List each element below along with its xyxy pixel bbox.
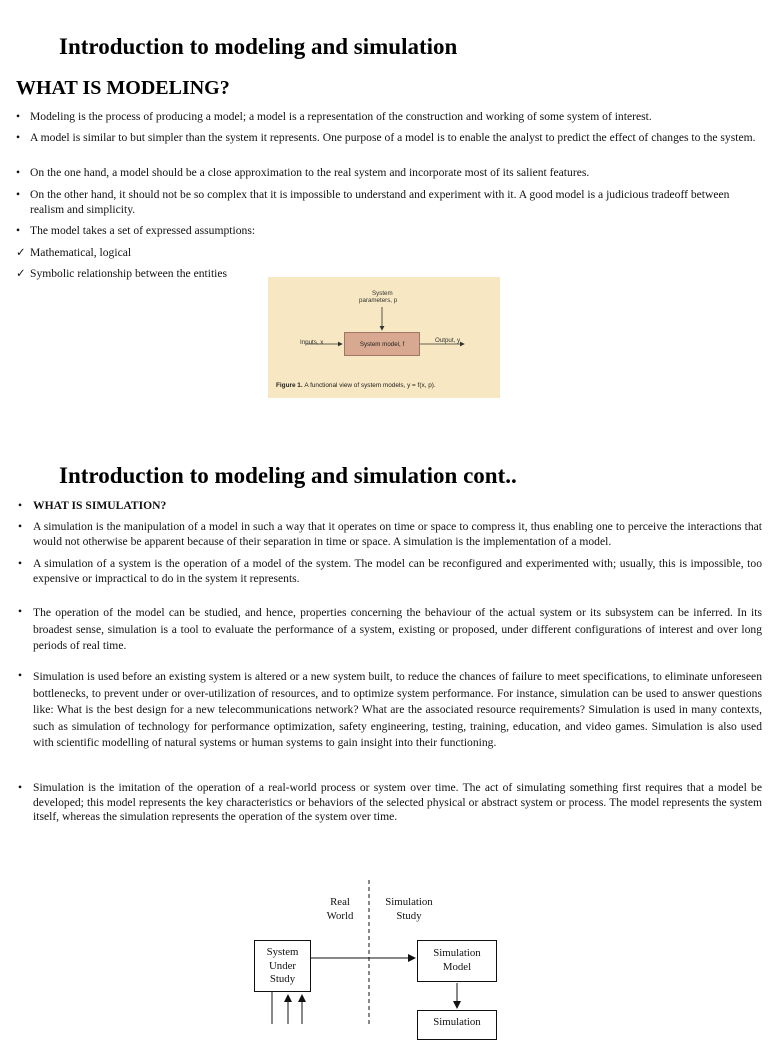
bullet-marker: •	[16, 166, 21, 179]
system-model-box: System model, f	[344, 332, 420, 356]
check-icon: ✓	[16, 246, 26, 259]
modeling-check-2: ✓ Symbolic relationship between the entities	[16, 267, 228, 280]
simulation-bullet-4: • Simulation is used before an existing system is altered or a new system built, to reduce the chances of failure to meet specifications, to eliminate unforeseen bottlenecks, to prevent under or over-utilization of resources, and to optimize system performance. For instance, simulation can be used to answer questions like: What is the best design for a new telecommunications network? What are the associated resource requirements? Simulation is used in many contexts, such as simulation of technology for performance optimization, safety engineering, testing, training, education, and video games. Simulation is also used with scientific modelling of natural systems or human systems to gain insight into their functioning.	[18, 669, 762, 749]
modeling-bullet-5: • The model takes a set of expressed assumptions:	[16, 224, 256, 237]
params-label-1: System	[372, 290, 393, 297]
modeling-bullet-4: • On the other hand, it should not be so complex that it is impossible to understand and experiment with it. A good model is a judicious tradeoff between realism and simplicity.	[16, 188, 730, 216]
heading-what-is-modeling: WHAT IS MODELING?	[16, 77, 230, 99]
modeling-bullet-1: • Modeling is the process of producing a model; a model is a representation of the construction and working of some system of interest.	[16, 110, 652, 123]
bullet-marker: •	[18, 520, 23, 533]
figure-caption: Figure 1. A functional view of system models, y = f(x, p).	[276, 382, 436, 389]
bullet-marker: •	[18, 669, 23, 682]
page-title-modeling: Introduction to modeling and simulation	[59, 34, 458, 59]
bullet-marker: •	[16, 131, 21, 144]
input-label: Inputs, x	[300, 339, 324, 346]
simulation-study-label: Simulation Study	[385, 896, 433, 922]
simulation-bullet-3: • The operation of the model can be studied, and hence, properties concerning the behaviour of the actual system or its subsystem can be inferred. In its broadest sense, simulation is a tool to evaluate the performance of a system, existing or proposed, under different configurations of interest and over long periods of real time.	[18, 605, 762, 652]
real-world-label: Real World	[326, 896, 354, 922]
simulation-bullet-heading: • WHAT IS SIMULATION?	[18, 499, 167, 512]
params-label-2: parameters, p	[359, 297, 398, 304]
system-under-study-box: System Under Study	[254, 940, 311, 992]
bullet-marker: •	[18, 557, 23, 570]
output-label: Output, y	[435, 337, 461, 344]
page-title-simulation: Introduction to modeling and simulation cont..	[59, 463, 517, 488]
modeling-bullet-3: • On the one hand, a model should be a close approximation to the real system and incorporate most of its salient features.	[16, 166, 590, 179]
bullet-marker: •	[16, 224, 21, 237]
check-icon: ✓	[16, 267, 26, 280]
simulation-bullet-1: • A simulation is the manipulation of a model in such a way that it operates on time or space to compress it, thus enabling one to perceive the interactions that would not otherwise be apparent because of their separation in time or space. A simulation is the implementation of a model.	[18, 520, 762, 548]
bullet-marker: •	[16, 188, 21, 201]
modeling-bullet-2: • A model is similar to but simpler than the system it represents. One purpose of a model is to enable the analyst to predict the effect of changes to the system.	[16, 131, 756, 144]
simulation-model-box: Simulation Model	[417, 940, 497, 982]
simulation-box: Simulation	[417, 1010, 497, 1040]
bullet-marker: •	[18, 605, 23, 618]
bullet-marker: •	[18, 499, 23, 512]
bullet-marker: •	[18, 781, 23, 794]
modeling-check-1: ✓ Mathematical, logical	[16, 246, 132, 259]
bullet-marker: •	[16, 110, 21, 123]
simulation-bullet-2: • A simulation of a system is the operation of a model of the system. The model can be reconfigured and experimented with; usually, this is impossible, too expensive or impractical to do in the system it represents.	[18, 557, 762, 585]
simulation-bullet-5: • Simulation is the imitation of the operation of a real-world process or system over time. The act of simulating something first requires that a model be developed; this model represents the key characteristics or behaviors of the selected physical or abstract system or process. The model represents the system itself, whereas the simulation represents the operation of the system over time.	[18, 781, 762, 823]
